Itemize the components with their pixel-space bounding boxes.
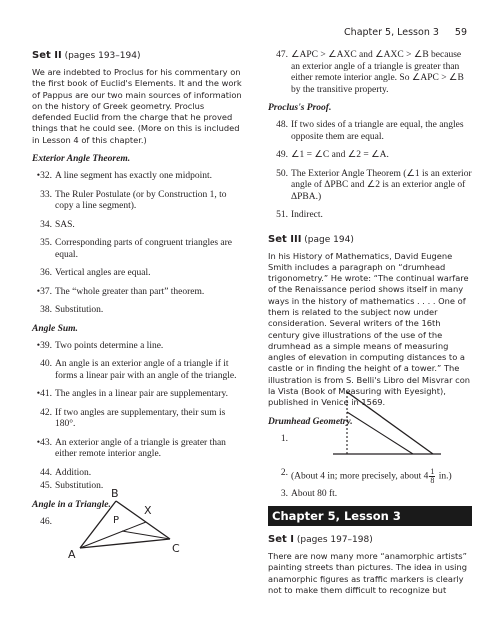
item-text: The Ruler Postulate (or by Construction 1, to copy a line segment). bbox=[55, 189, 227, 212]
item-number: 38. bbox=[40, 305, 52, 316]
left-column bbox=[32, 50, 244, 527]
list-item bbox=[32, 268, 244, 280]
item-number: 50. bbox=[276, 168, 288, 179]
subhead-proclus: Proclus's Proof. bbox=[268, 103, 332, 113]
list-item bbox=[32, 238, 244, 261]
list-item bbox=[268, 210, 472, 222]
list-exterior bbox=[32, 171, 244, 317]
set2-heading bbox=[32, 50, 244, 61]
item-text: The angles in a linear pair are supplementary. bbox=[55, 389, 228, 400]
item-text: If two sides of a triangle are equal, the angles opposite them are equal. bbox=[291, 120, 464, 142]
list-item bbox=[268, 50, 472, 96]
fraction-numerator: 1 bbox=[430, 467, 435, 476]
item-text-tail: in.) bbox=[438, 471, 452, 482]
list-item bbox=[268, 169, 472, 204]
item-number: 46. bbox=[40, 516, 52, 527]
item-number: 44. bbox=[40, 467, 52, 478]
item-text: Addition. bbox=[55, 467, 92, 478]
item-number: •43. bbox=[36, 437, 52, 448]
subhead-triangle: Angle in a Triangle. bbox=[32, 499, 111, 510]
list-item bbox=[268, 150, 472, 162]
subhead-anglesum: Angle Sum. bbox=[32, 323, 78, 334]
drumhead-figure bbox=[333, 386, 443, 460]
item-number: 47. bbox=[276, 50, 288, 60]
subhead-exterior: Exterior Angle Theorem. bbox=[32, 154, 131, 165]
page-number: 59 bbox=[454, 27, 467, 38]
fraction-denominator: 8 bbox=[430, 476, 435, 485]
set1-pages: (pages 197–198) bbox=[296, 535, 373, 545]
item-number: 42. bbox=[40, 407, 52, 418]
set1-intro: There are now many more “anamorphic artists” painting streets than pictures. The idea in using anamorphic figures as traffic markers is clearly not to make them difficult to recognize but bbox=[268, 551, 468, 595]
set1-heading bbox=[268, 534, 472, 545]
item-text: A line segment has exactly one midpoint. bbox=[55, 171, 212, 182]
set3-pages: (page 194) bbox=[304, 234, 354, 245]
label-c: C bbox=[172, 542, 180, 555]
item-number: •37. bbox=[36, 286, 52, 297]
item-text: ∠APC > ∠AXC and ∠AXC > ∠B because an exterior angle of a triangle is greater than either remote interior angle. So ∠APC > ∠B by the transitive property. bbox=[291, 50, 464, 95]
list-item bbox=[32, 359, 244, 382]
list-item bbox=[32, 171, 244, 183]
item-number: 40. bbox=[40, 359, 52, 370]
set2-pages: (pages 193–194) bbox=[64, 51, 141, 61]
set3-intro: In his History of Mathematics, David Eugene Smith includes a paragraph on “drumhead trigonometry.” He wrote: “The continual warfare of the Renaissance period shows itself in many ways in the history of mathematics . . . . One of them is related to the subject now under consideration. Several writers of the 16th century give illustrations of the use of the drumhead as a simple means of measuring angles of elevation in computing distances to a castle or in finding the height of a tower.” The illustration is from S. Belli's Libro del Misvrar con la Vista (Book of Measuring with Eyesight), published in Venice in 1569. bbox=[268, 250, 471, 408]
list-item bbox=[32, 305, 244, 317]
item-text: The Exterior Angle Theorem (∠1 is an exterior angle of ΔPBC and ∠2 is an exterior angle of ΔPBA.) bbox=[291, 168, 472, 202]
item-number: •32. bbox=[36, 171, 52, 182]
item-text: About 80 ft. bbox=[291, 489, 338, 499]
side-ac bbox=[80, 539, 170, 548]
set1-block bbox=[268, 534, 472, 604]
list-anglesum bbox=[32, 341, 244, 493]
list-item bbox=[32, 468, 244, 480]
item-text: If two angles are supplementary, their sum is 180°. bbox=[55, 407, 226, 430]
set2-title: Set II bbox=[32, 50, 62, 61]
item-text: SAS. bbox=[55, 219, 75, 230]
set2-intro: We are indebted to Proclus for his commentary on the first book of Euclid's Elements. It and the work of Pappus are our two main sources of information on the history of Greek geometry. Proclus defended Euclid from the charge that he proved things that he could see. (More on this is included in Lesson 4 of this chapter.) bbox=[32, 67, 242, 145]
item-number: 35. bbox=[40, 238, 52, 249]
item-number: 49. bbox=[276, 150, 288, 160]
list-item bbox=[32, 389, 244, 401]
set1-title: Set I bbox=[268, 534, 294, 545]
label-b: B bbox=[111, 487, 119, 500]
item-text: Two points determine a line. bbox=[55, 340, 164, 351]
label-p: P bbox=[113, 515, 120, 526]
answers-block bbox=[268, 468, 472, 508]
fraction bbox=[429, 468, 435, 485]
item-text: An exterior angle of a triangle is greater than either remote interior angle. bbox=[55, 437, 226, 460]
item-number: 33. bbox=[40, 189, 52, 200]
set3-title: Set III bbox=[268, 233, 302, 245]
item-number: 1. bbox=[280, 433, 288, 444]
list-item bbox=[268, 120, 472, 143]
triangle-figure bbox=[64, 486, 204, 568]
lesson-heading: Chapter 5, Lesson 3 bbox=[272, 509, 401, 523]
item-text: The “whole greater than part” theorem. bbox=[55, 286, 205, 297]
list-item bbox=[268, 489, 472, 501]
list-item bbox=[268, 468, 472, 485]
item-text: Substitution. bbox=[55, 305, 104, 316]
subhead-drumhead: Drumhead Geometry. bbox=[268, 416, 353, 427]
item-text: ∠1 = ∠C and ∠2 = ∠A. bbox=[291, 150, 389, 160]
segment-pc bbox=[122, 531, 170, 539]
item-text: Indirect. bbox=[291, 210, 323, 220]
item-text: Substitution. bbox=[55, 481, 104, 492]
item-text: Corresponding parts of congruent triangles are equal. bbox=[55, 238, 233, 260]
list-item bbox=[32, 408, 244, 431]
item-text: An angle is an exterior angle of a triangle if it forms a linear pair with an angle of the triangle. bbox=[55, 359, 237, 381]
running-title: Chapter 5, Lesson 3 bbox=[344, 27, 439, 38]
list-item bbox=[32, 190, 244, 213]
item-number: 3. bbox=[280, 489, 288, 499]
right-column bbox=[268, 50, 472, 444]
item-number: 48. bbox=[276, 120, 288, 130]
set3-heading bbox=[268, 234, 472, 245]
item-number: •39. bbox=[36, 340, 52, 351]
page-header bbox=[344, 27, 467, 38]
list-item bbox=[32, 438, 244, 461]
item-text: Vertical angles are equal. bbox=[55, 268, 151, 279]
lesson-heading-bar bbox=[268, 506, 472, 526]
item-number: 36. bbox=[40, 268, 52, 279]
label-x: X bbox=[144, 504, 152, 517]
item-number: 51. bbox=[276, 210, 288, 220]
list-item bbox=[32, 341, 244, 353]
list-item bbox=[32, 287, 244, 299]
sight-line-1 bbox=[347, 392, 433, 454]
item-number: 45. bbox=[40, 481, 52, 492]
side-bc bbox=[116, 501, 170, 539]
item-number: 34. bbox=[40, 219, 52, 230]
item-number: 2. bbox=[280, 468, 288, 478]
item-text: (About 4 in; more precisely, about 4 bbox=[291, 471, 429, 482]
label-a: A bbox=[68, 548, 76, 561]
list-item bbox=[32, 220, 244, 232]
item-number: •41. bbox=[36, 389, 52, 400]
